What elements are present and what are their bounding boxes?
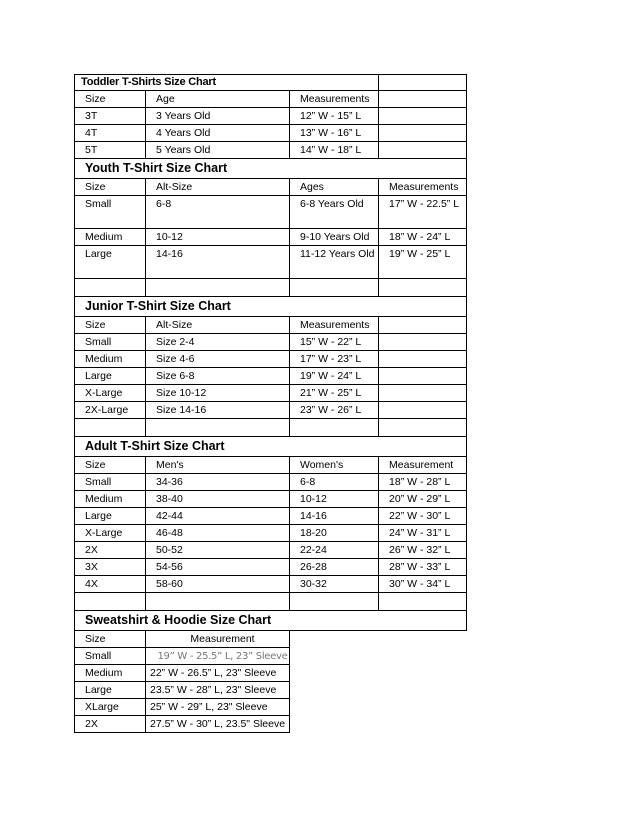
ages-cell: 9-10 Years Old xyxy=(290,229,379,246)
adult-title-row xyxy=(75,437,467,457)
measurement-text: 19” W - 25.5” L, 23” Sleeve xyxy=(157,651,288,662)
table-row xyxy=(75,351,467,368)
measurement-cell: 25” W - 29” L, 23" Sleeve xyxy=(146,699,290,716)
column-header: Size xyxy=(75,457,146,474)
column-header: Size xyxy=(75,631,146,648)
womens-cell: 22-24 xyxy=(290,542,379,559)
table-row xyxy=(75,525,467,542)
measurement-cell: 23.5” W - 28” L, 23" Sleeve xyxy=(146,682,290,699)
age-cell: 5 Years Old xyxy=(146,142,290,159)
size-cell: Medium xyxy=(75,491,146,508)
measurement-cell: 26” W - 32” L xyxy=(379,542,467,559)
size-cell: 2X xyxy=(75,716,146,733)
measurement-cell: 19” W - 25” L xyxy=(379,246,467,279)
size-cell: 4T xyxy=(75,125,146,142)
spacer-row xyxy=(75,419,467,437)
table-row xyxy=(75,559,467,576)
column-header: Age xyxy=(146,91,290,108)
measurement-cell: 22” W - 26.5” L, 23" Sleeve xyxy=(146,665,290,682)
table-row xyxy=(75,108,467,125)
toddler-title-row xyxy=(75,75,467,91)
column-header: Women's xyxy=(290,457,379,474)
table-row xyxy=(75,385,467,402)
size-cell: Small xyxy=(75,474,146,491)
column-header: Size xyxy=(75,317,146,334)
size-cell: Small xyxy=(75,334,146,351)
measurement-cell: 20” W - 29” L xyxy=(379,491,467,508)
measurement-cell: 27.5” W - 30” L, 23.5" Sleeve xyxy=(146,716,290,733)
measurement-cell: 17” W - 22.5” L xyxy=(379,196,467,229)
mens-cell: 54-56 xyxy=(146,559,290,576)
column-header: Size xyxy=(75,179,146,196)
measurement-cell: 21” W - 25” L xyxy=(290,385,379,402)
table-row xyxy=(75,716,467,733)
adult-header-row xyxy=(75,457,467,474)
womens-cell: 26-28 xyxy=(290,559,379,576)
womens-cell: 14-16 xyxy=(290,508,379,525)
alt-size-cell: 6-8 xyxy=(146,196,290,229)
sweatshirt-title: Sweatshirt & Hoodie Size Chart xyxy=(75,611,467,631)
size-cell: Large xyxy=(75,682,146,699)
table-row xyxy=(75,402,467,419)
size-cell: Medium xyxy=(75,229,146,246)
youth-title-row xyxy=(75,159,467,179)
measurement-cell: 19” W - 24” L xyxy=(290,368,379,385)
column-header: Ages xyxy=(290,179,379,196)
measurement-cell: 18” W - 28” L xyxy=(379,474,467,491)
womens-cell: 6-8 xyxy=(290,474,379,491)
column-header: Men's xyxy=(146,457,290,474)
alt-size-cell: Size 4-6 xyxy=(146,351,290,368)
alt-size-cell: Size 2-4 xyxy=(146,334,290,351)
table-row xyxy=(75,368,467,385)
junior-header-row xyxy=(75,317,467,334)
age-cell: 4 Years Old xyxy=(146,125,290,142)
size-cell: X-Large xyxy=(75,385,146,402)
womens-cell: 10-12 xyxy=(290,491,379,508)
table-row xyxy=(75,665,467,682)
size-cell: Small xyxy=(75,196,146,229)
size-cell: X-Large xyxy=(75,525,146,542)
measurement-cell: 12” W - 15” L xyxy=(290,108,379,125)
measurement-cell: 30” W - 34” L xyxy=(379,576,467,593)
table-row xyxy=(75,142,467,159)
table-row xyxy=(75,576,467,593)
table-row xyxy=(75,508,467,525)
size-chart-document xyxy=(74,74,466,733)
table-row xyxy=(75,682,467,699)
size-cell: 2X xyxy=(75,542,146,559)
alt-size-cell: Size 10-12 xyxy=(146,385,290,402)
table-row xyxy=(75,699,467,716)
mens-cell: 46-48 xyxy=(146,525,290,542)
size-cell: XLarge xyxy=(75,699,146,716)
measurement-cell: 22” W - 30” L xyxy=(379,508,467,525)
measurement-cell: 24” W - 31” L xyxy=(379,525,467,542)
table-row xyxy=(75,648,467,665)
size-cell: Medium xyxy=(75,665,146,682)
table-row xyxy=(75,125,467,142)
adult-title: Adult T-Shirt Size Chart xyxy=(75,437,467,457)
junior-title-row xyxy=(75,297,467,317)
sweatshirt-title-row xyxy=(75,611,467,631)
mens-cell: 42-44 xyxy=(146,508,290,525)
column-header: Measurement xyxy=(146,631,290,648)
measurement-cell: 23” W - 26” L xyxy=(290,402,379,419)
column-header: Measurements xyxy=(379,179,467,196)
youth-title: Youth T-Shirt Size Chart xyxy=(75,159,467,179)
size-chart-table xyxy=(74,74,467,733)
ages-cell: 11-12 Years Old xyxy=(290,246,379,279)
measurement-cell: 14” W - 18” L xyxy=(290,142,379,159)
column-header: Alt-Size xyxy=(146,179,290,196)
youth-header-row xyxy=(75,179,467,196)
table-row xyxy=(75,474,467,491)
size-cell: Small xyxy=(75,648,146,665)
table-row xyxy=(75,229,467,246)
table-row xyxy=(75,334,467,351)
alt-size-cell: Size 6-8 xyxy=(146,368,290,385)
mens-cell: 34-36 xyxy=(146,474,290,491)
junior-title: Junior T-Shirt Size Chart xyxy=(75,297,467,317)
size-cell: Large xyxy=(75,508,146,525)
column-header: Measurements xyxy=(290,317,379,334)
measurement-cell: 18” W - 24” L xyxy=(379,229,467,246)
toddler-header-row xyxy=(75,91,467,108)
size-cell: Large xyxy=(75,246,146,279)
spacer-row xyxy=(75,593,467,611)
size-cell: Medium xyxy=(75,351,146,368)
ages-cell: 6-8 Years Old xyxy=(290,196,379,229)
alt-size-cell: 10-12 xyxy=(146,229,290,246)
measurement-cell: 13” W - 16” L xyxy=(290,125,379,142)
column-header: Measurements xyxy=(290,91,379,108)
table-row xyxy=(75,196,467,229)
spacer-row xyxy=(75,279,467,297)
measurement-cell: 28” W - 33” L xyxy=(379,559,467,576)
mens-cell: 58-60 xyxy=(146,576,290,593)
womens-cell: 30-32 xyxy=(290,576,379,593)
measurement-cell: 15” W - 22” L xyxy=(290,334,379,351)
column-header: Size xyxy=(75,91,146,108)
womens-cell: 18-20 xyxy=(290,525,379,542)
size-cell: 4X xyxy=(75,576,146,593)
mens-cell: 38-40 xyxy=(146,491,290,508)
table-row xyxy=(75,491,467,508)
table-row xyxy=(75,246,467,279)
size-cell: 5T xyxy=(75,142,146,159)
size-cell: 2X-Large xyxy=(75,402,146,419)
toddler-title: Toddler T-Shirts Size Chart xyxy=(75,75,379,91)
age-cell: 3 Years Old xyxy=(146,108,290,125)
table-row xyxy=(75,542,467,559)
column-header: Alt-Size xyxy=(146,317,290,334)
size-cell: 3X xyxy=(75,559,146,576)
size-cell: 3T xyxy=(75,108,146,125)
size-cell: Large xyxy=(75,368,146,385)
alt-size-cell: 14-16 xyxy=(146,246,290,279)
alt-size-cell: Size 14-16 xyxy=(146,402,290,419)
column-header: Measurement xyxy=(379,457,467,474)
measurement-cell: 17” W - 23” L xyxy=(290,351,379,368)
sweatshirt-header-row xyxy=(75,631,467,648)
mens-cell: 50-52 xyxy=(146,542,290,559)
